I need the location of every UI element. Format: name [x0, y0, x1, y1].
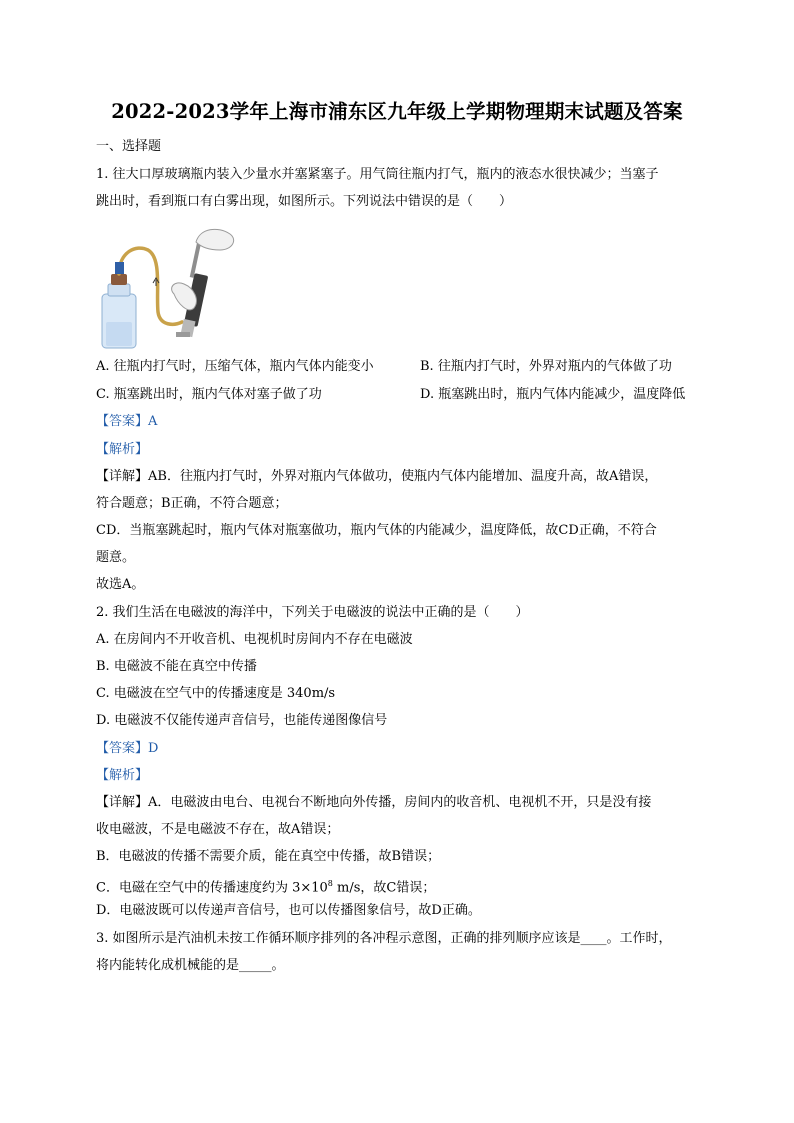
q2-analysis-label: 【解析】 [96, 768, 149, 783]
q2-option-b: B. 电磁波不能在真空中传播 [96, 659, 257, 674]
q2-detail-line4-post: m/s，故C错误； [332, 880, 436, 896]
tube-connector [115, 262, 124, 274]
glass-bottle [102, 284, 136, 348]
q1-analysis-label: 【解析】 [96, 442, 149, 457]
q1-stem-line2: 跳出时，看到瓶口有白雾出现，如图所示。下列说法中错误的是（ ） [96, 194, 513, 209]
q1-option-b: B. 往瓶内打气时，外界对瓶内的气体做了功 [420, 359, 672, 374]
q2-detail-line5: D．电磁波既可以传递声音信号，也可以传播图象信号，故D正确。 [96, 903, 481, 918]
q1-option-c: C. 瓶塞跳出时，瓶内气体对塞子做了功 [96, 387, 322, 402]
q2-detail-line4-pre: C．电磁在空气中的传播速度约为 3×10 [96, 880, 328, 896]
q3-line1: 3. 如图所示是汽油机未按工作循环顺序排列的各冲程示意图，正确的排列顺序应该是____。工作时， [96, 931, 672, 946]
q1-conclusion: 故选A。 [96, 577, 145, 592]
q1-answer: 【答案】A [96, 414, 158, 429]
q1-option-a: A. 往瓶内打气时，压缩气体，瓶内气体内能变小 [96, 359, 374, 374]
q2-answer: 【答案】D [96, 741, 159, 756]
q2-detail-line4-exponent: 8 [327, 879, 333, 888]
top-hand [196, 229, 234, 250]
q2-detail-line2: 收电磁波，不是电磁波不存在，故A错误； [96, 822, 340, 837]
q2-detail-line4 [96, 875, 435, 897]
q2-stem: 2. 我们生活在电磁波的海洋中，下列关于电磁波的说法中正确的是（ ） [96, 605, 529, 620]
q2-option-c: C. 电磁波在空气中的传播速度是 340m/s [96, 686, 336, 701]
q1-detail-line3: CD．当瓶塞跳起时，瓶内气体对瓶塞做功，瓶内气体的内能减少，温度降低，故CD正确，不符合 [96, 523, 657, 538]
q2-detail-line1: 【详解】A．电磁波由电台、电视台不断地向外传播，房间内的收音机、电视机不开，只是没有接 [96, 795, 652, 810]
q1-stem-line1: 1. 往大口厚玻璃瓶内装入少量水并塞紧塞子。用气筒往瓶内打气，瓶内的液态水很快减少；当塞子 [96, 167, 659, 182]
page-title: 2022-2023学年上海市浦东区九年级上学期物理期末试题及答案 [111, 100, 683, 123]
pump-bottle-figure [96, 222, 246, 350]
section-heading: 一、选择题 [96, 139, 162, 154]
q1-detail-line1: 【详解】AB．往瓶内打气时，外界对瓶内气体做功，使瓶内气体内能增加、温度升高，故A错误， [96, 469, 658, 484]
q1-detail-line2: 符合题意；B正确，不符合题意； [96, 496, 288, 511]
q1-detail-line4: 题意。 [96, 550, 136, 565]
q2-option-a: A. 在房间内不开收音机、电视机时房间内不存在电磁波 [96, 632, 413, 647]
q2-option-d: D. 电磁波不仅能传递声音信号，也能传递图像信号 [96, 713, 388, 728]
q2-detail-line3: B．电磁波的传播不需要介质，能在真空中传播，故B错误； [96, 849, 441, 864]
q1-option-d: D. 瓶塞跳出时，瓶内气体内能减少，温度降低 [420, 387, 686, 402]
q3-line2: 将内能转化成机械能的是_____。 [96, 958, 285, 973]
